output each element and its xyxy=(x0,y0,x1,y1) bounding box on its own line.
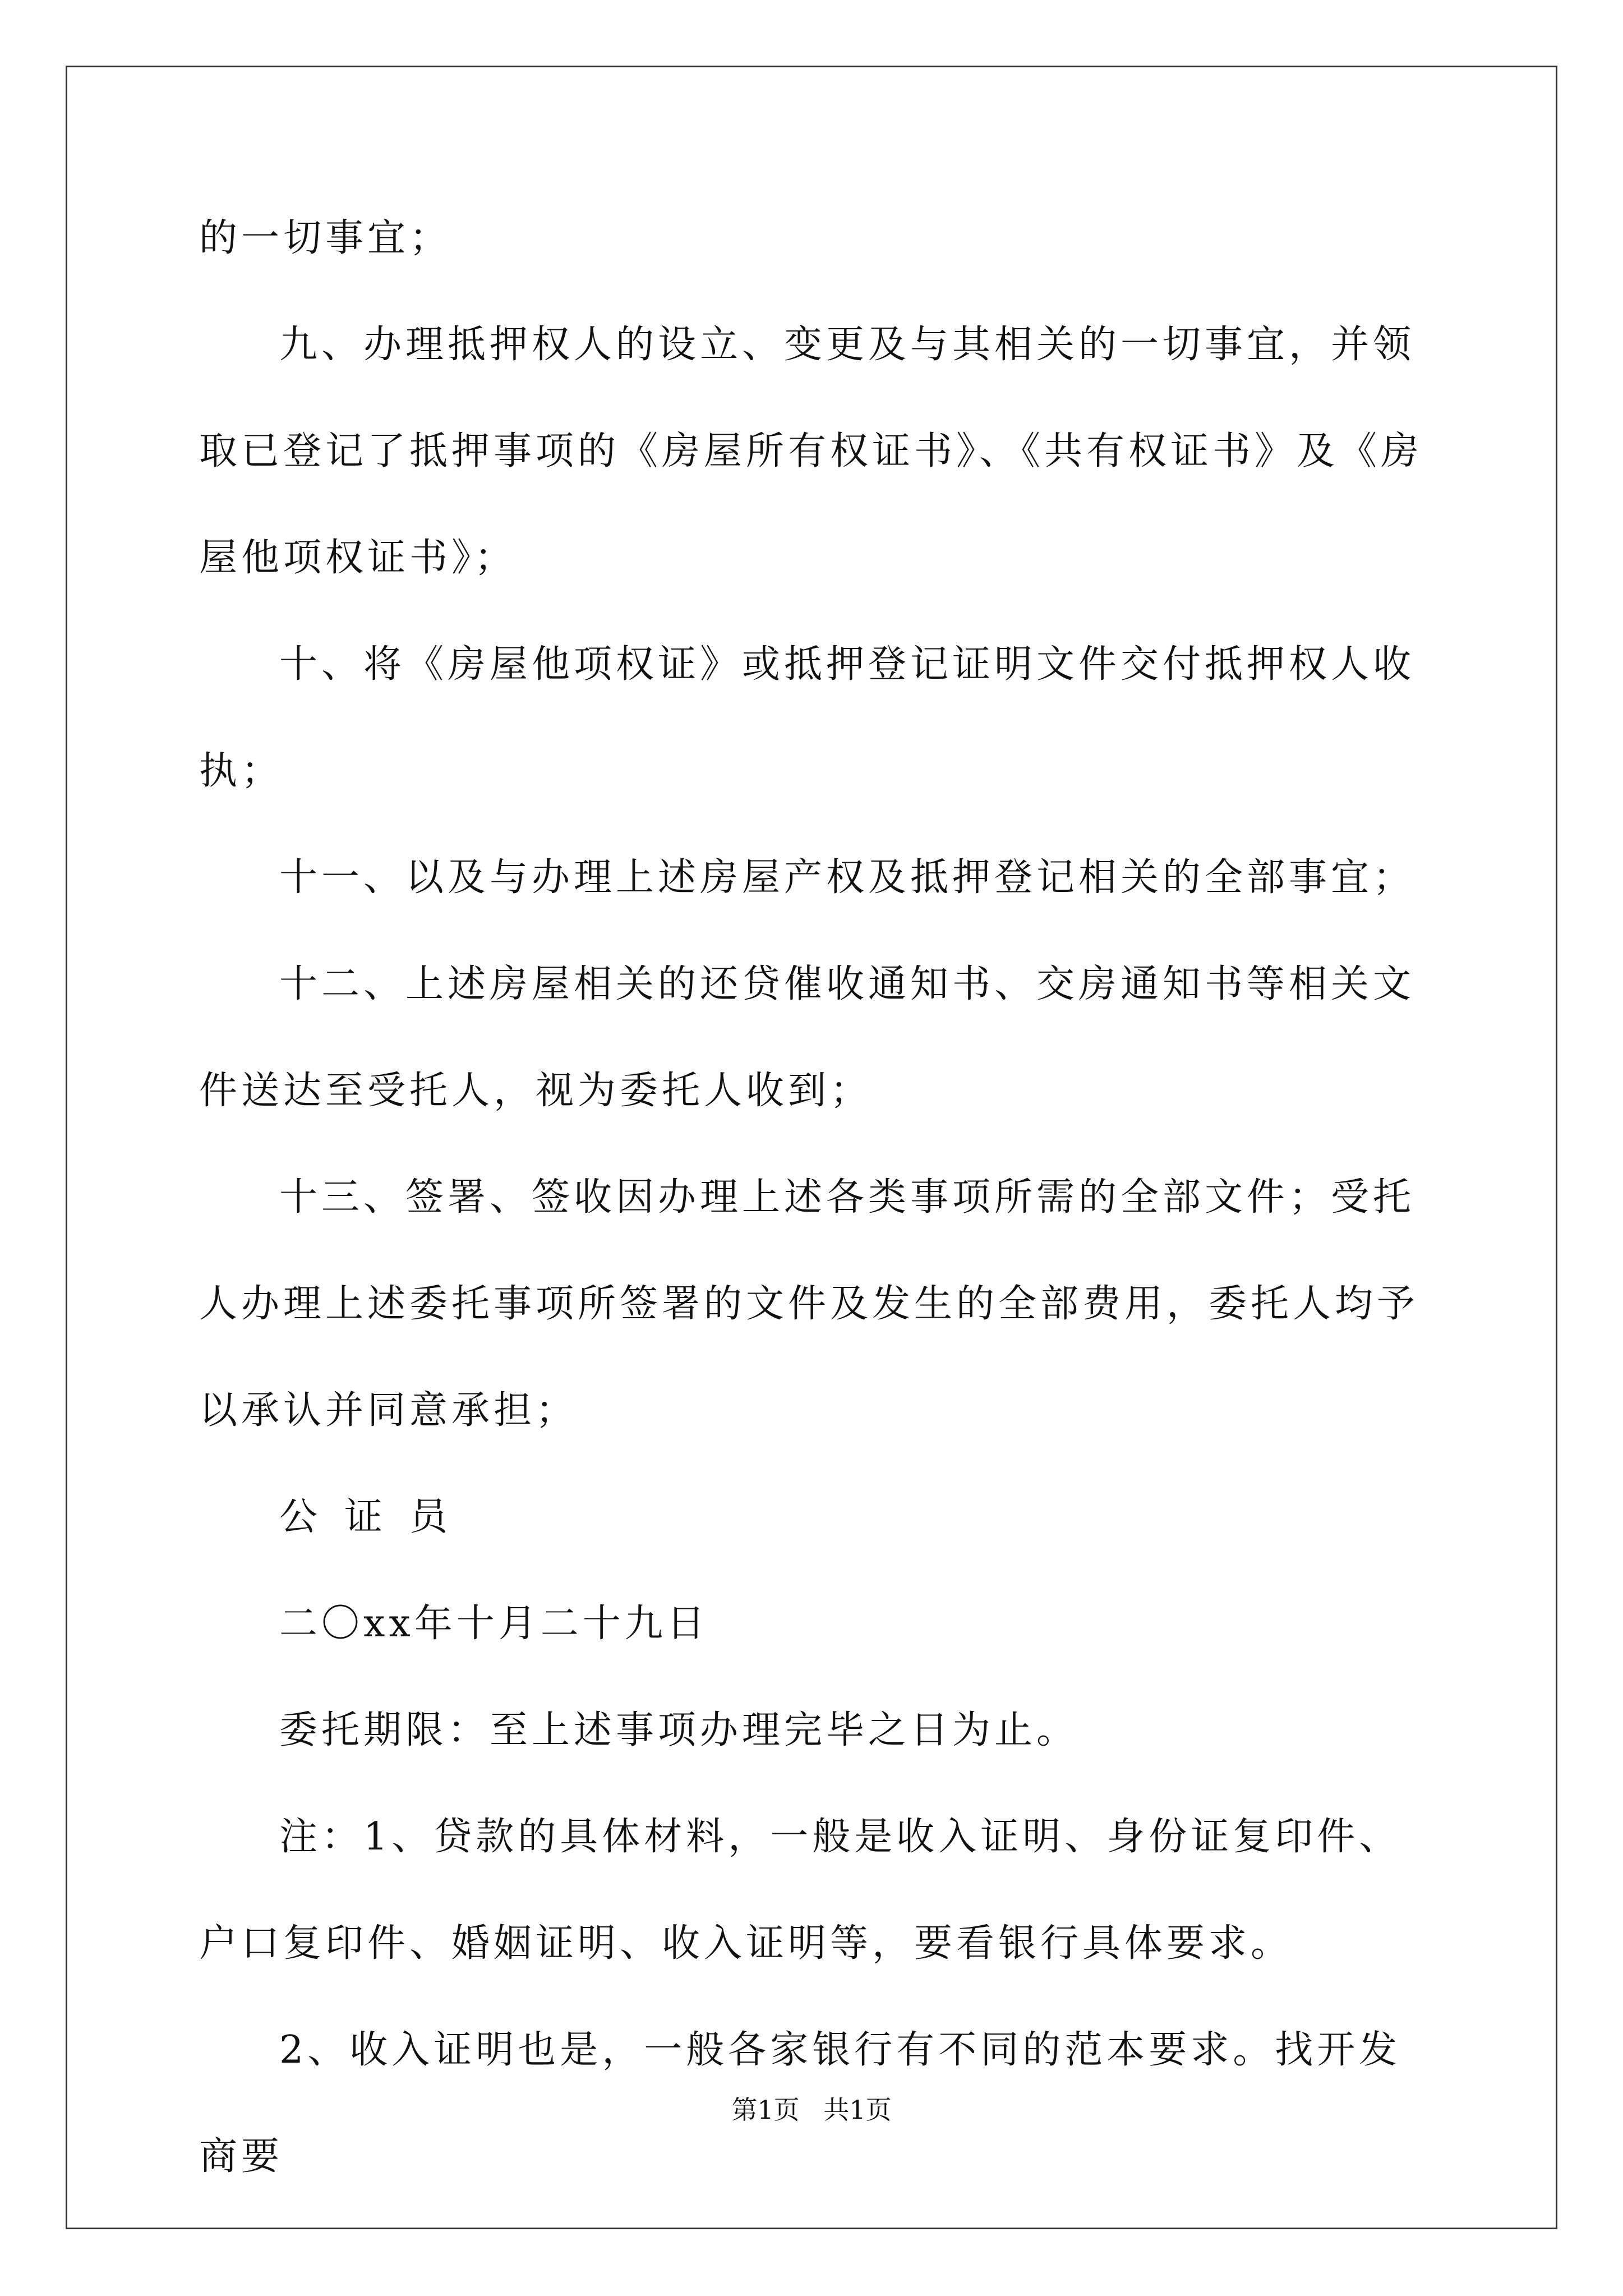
date-line: 二〇xx年十月二十九日 xyxy=(279,1602,709,1646)
notary-label: 公证员 xyxy=(279,1495,475,1539)
note-2: 2、收入证明也是，一般各家银行有不同的范本要求。找开发商要 xyxy=(199,2028,1401,2179)
paragraph-item-9: 九、办理抵押权人的设立、变更及与其相关的一切事宜，并领取已登记了抵押事项的《房屋所有权证书》、《共有权证书》及《房屋他项权证书》； xyxy=(199,323,1423,580)
paragraph-item-13: 十三、签署、签收因办理上述各类事项所需的全部文件；受托人办理上述委托事项所签署的文件及发生的全部费用，委托人均予以承认并同意承担； xyxy=(199,1175,1419,1433)
page-number: 第1页 xyxy=(731,2095,800,2125)
paragraph-item-11: 十一、以及与办理上述房屋产权及抵押登记相关的全部事宜； xyxy=(279,855,1415,900)
paragraph-item-12: 十二、上述房屋相关的还贷催收通知书、交房通知书等相关文件送达至受托人，视为委托人收到； xyxy=(199,962,1415,1113)
document-body xyxy=(199,185,1433,2210)
paragraph-item-10: 十、将《房屋他项权证》或抵押登记证明文件交付抵押权人收执； xyxy=(199,642,1415,793)
page-total: 共1页 xyxy=(823,2095,892,2125)
note-1: 注：1、贷款的具体材料，一般是收入证明、身份证复印件、户口复印件、婚姻证明、收入证明等，要看银行具体要求。 xyxy=(199,1815,1401,1966)
entrust-period: 委托期限：至上述事项办理完毕之日为止。 xyxy=(279,1708,1079,1752)
paragraph-continuation: 的一切事宜； xyxy=(199,216,452,260)
page-footer xyxy=(0,2090,1623,2127)
